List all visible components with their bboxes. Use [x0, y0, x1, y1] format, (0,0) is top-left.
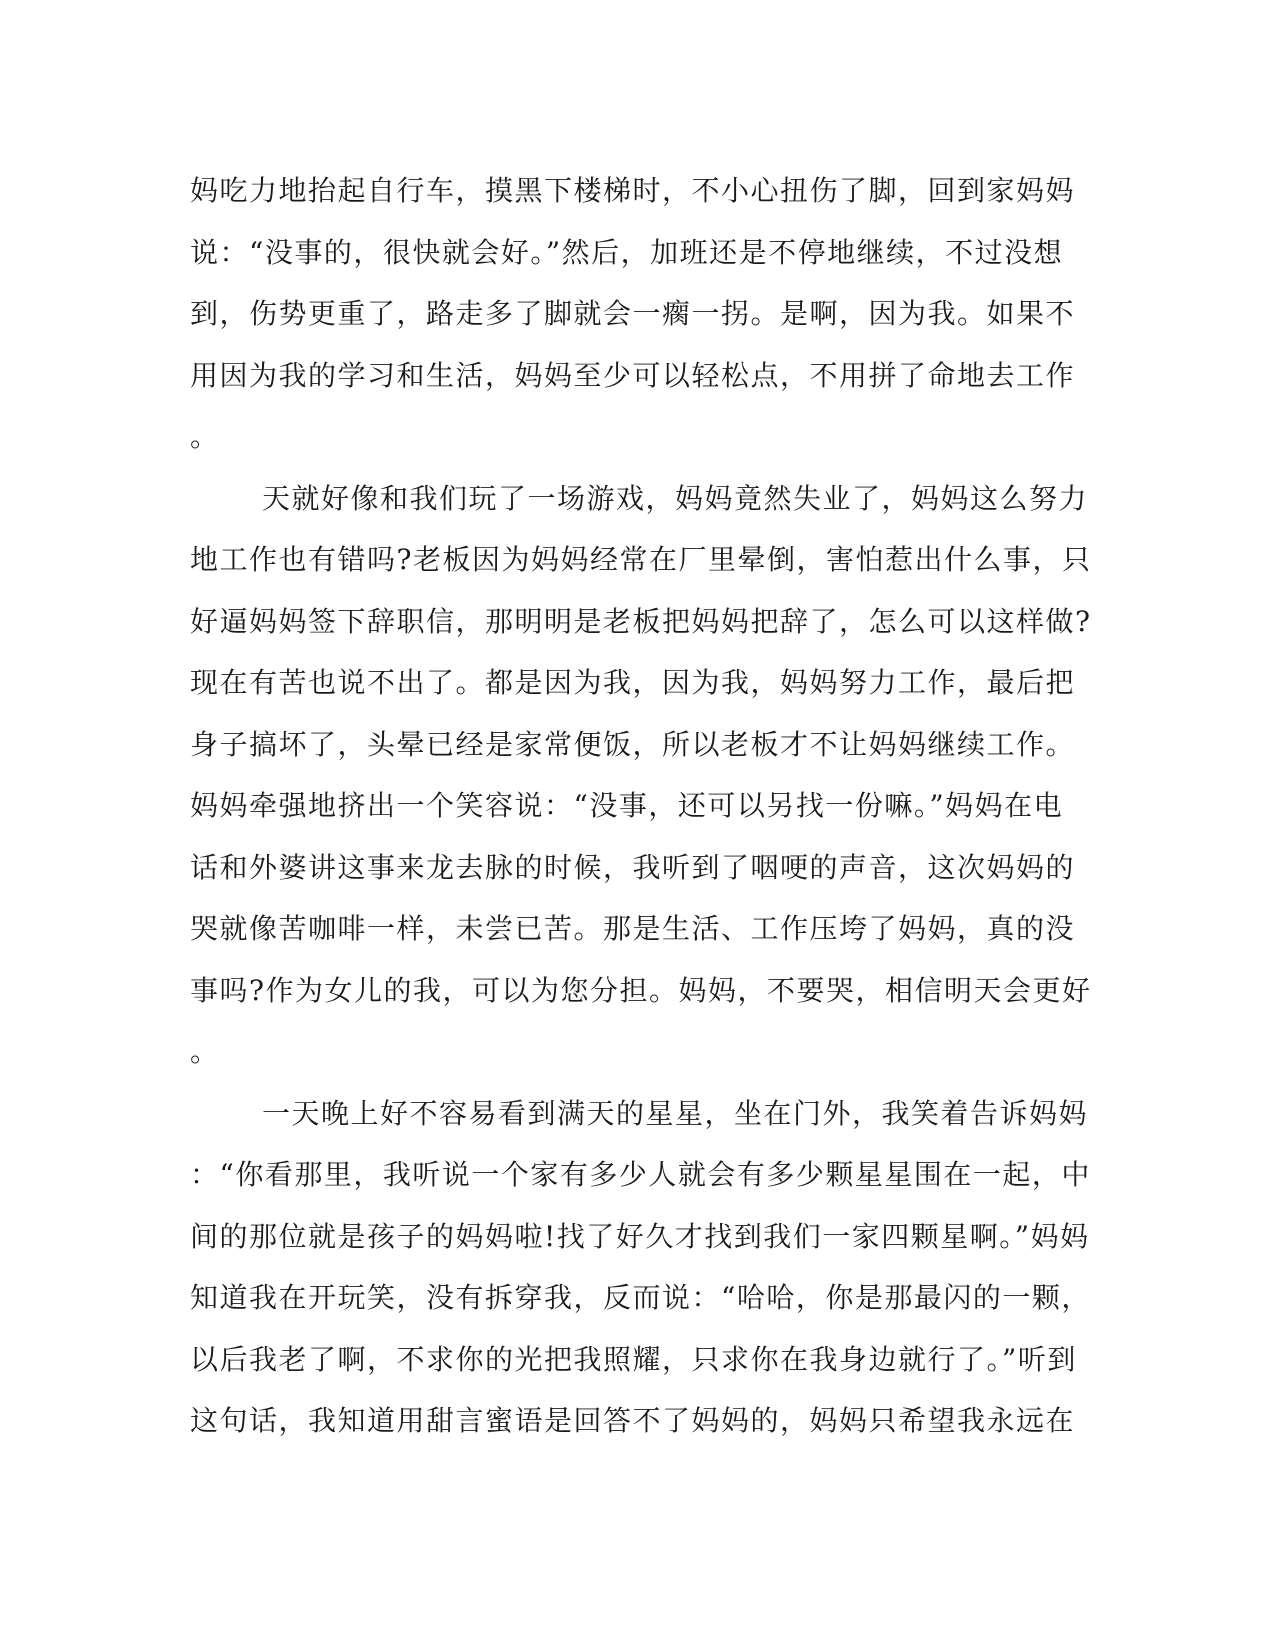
text-line: 以后我老了啊，不求你的光把我照耀，只求你在我身边就行了。”听到 [190, 1342, 1077, 1376]
body-text [190, 160, 1090, 1452]
text-line: 好逼妈妈签下辞职信，那明明是老板把妈妈把辞了，怎么可以这样做? [190, 604, 1092, 638]
text-line: 说：“没事的，很快就会好。”然后，加班还是不停地继续，不过没想 [190, 235, 1064, 269]
text-line: 现在有苦也说不出了。都是因为我，因为我，妈妈努力工作，最后把 [190, 666, 1076, 699]
text-line: ：“你看那里，我听说一个家有多少人就会有多少颗星星围在一起，中 [190, 1158, 1091, 1191]
text-line: 事吗?作为女儿的我，可以为您分担。妈妈，不要哭，相信明天会更好 [190, 973, 1092, 1007]
text-line: 。 [190, 420, 220, 453]
text-line: 到，伤势更重了，路走多了脚就会一瘸一拐。是啊，因为我。如果不 [190, 297, 1076, 330]
text-line: 话和外婆讲这事来龙去脉的时候，我听到了咽哽的声音，这次妈妈的 [190, 850, 1076, 884]
text-line: 间的那位就是孩子的妈妈啦!找了好久才找到我们一家四颗星啊。”妈妈 [190, 1219, 1090, 1253]
text-line: 地工作也有错吗?老板因为妈妈经常在厂里晕倒，害怕惹出什么事，只 [190, 543, 1092, 576]
text-line: 知道我在开玩笑，没有拆穿我，反而说：“哈哈，你是那最闪的一颗， [190, 1281, 1091, 1314]
paragraph-start-line: 天就好像和我们玩了一场游戏，妈妈竟然失业了，妈妈这么努力 [262, 481, 1089, 515]
text-line: 妈妈牵强地挤出一个笑容说：“没事，还可以另找一份嘛。”妈妈在电 [190, 789, 1064, 822]
text-line: 妈吃力地抬起自行车，摸黑下楼梯时，不小心扭伤了脚，回到家妈妈 [190, 174, 1076, 207]
paragraph-start-line: 一天晚上好不容易看到满天的星星，坐在门外，我笑着告诉妈妈 [262, 1096, 1089, 1130]
text-line: 这句话，我知道用甜言蜜语是回答不了妈妈的，妈妈只希望我永远在 [190, 1404, 1076, 1437]
text-line: 哭就像苦咖啡一样，未尝已苦。那是生活、工作压垮了妈妈，真的没 [190, 912, 1076, 945]
text-line: 用因为我的学习和生活，妈妈至少可以轻松点，不用拼了命地去工作 [190, 358, 1076, 392]
text-line: 。 [190, 1035, 220, 1068]
text-line: 身子搞坏了，头晕已经是家常便饭，所以老板才不让妈妈继续工作。 [190, 727, 1076, 761]
